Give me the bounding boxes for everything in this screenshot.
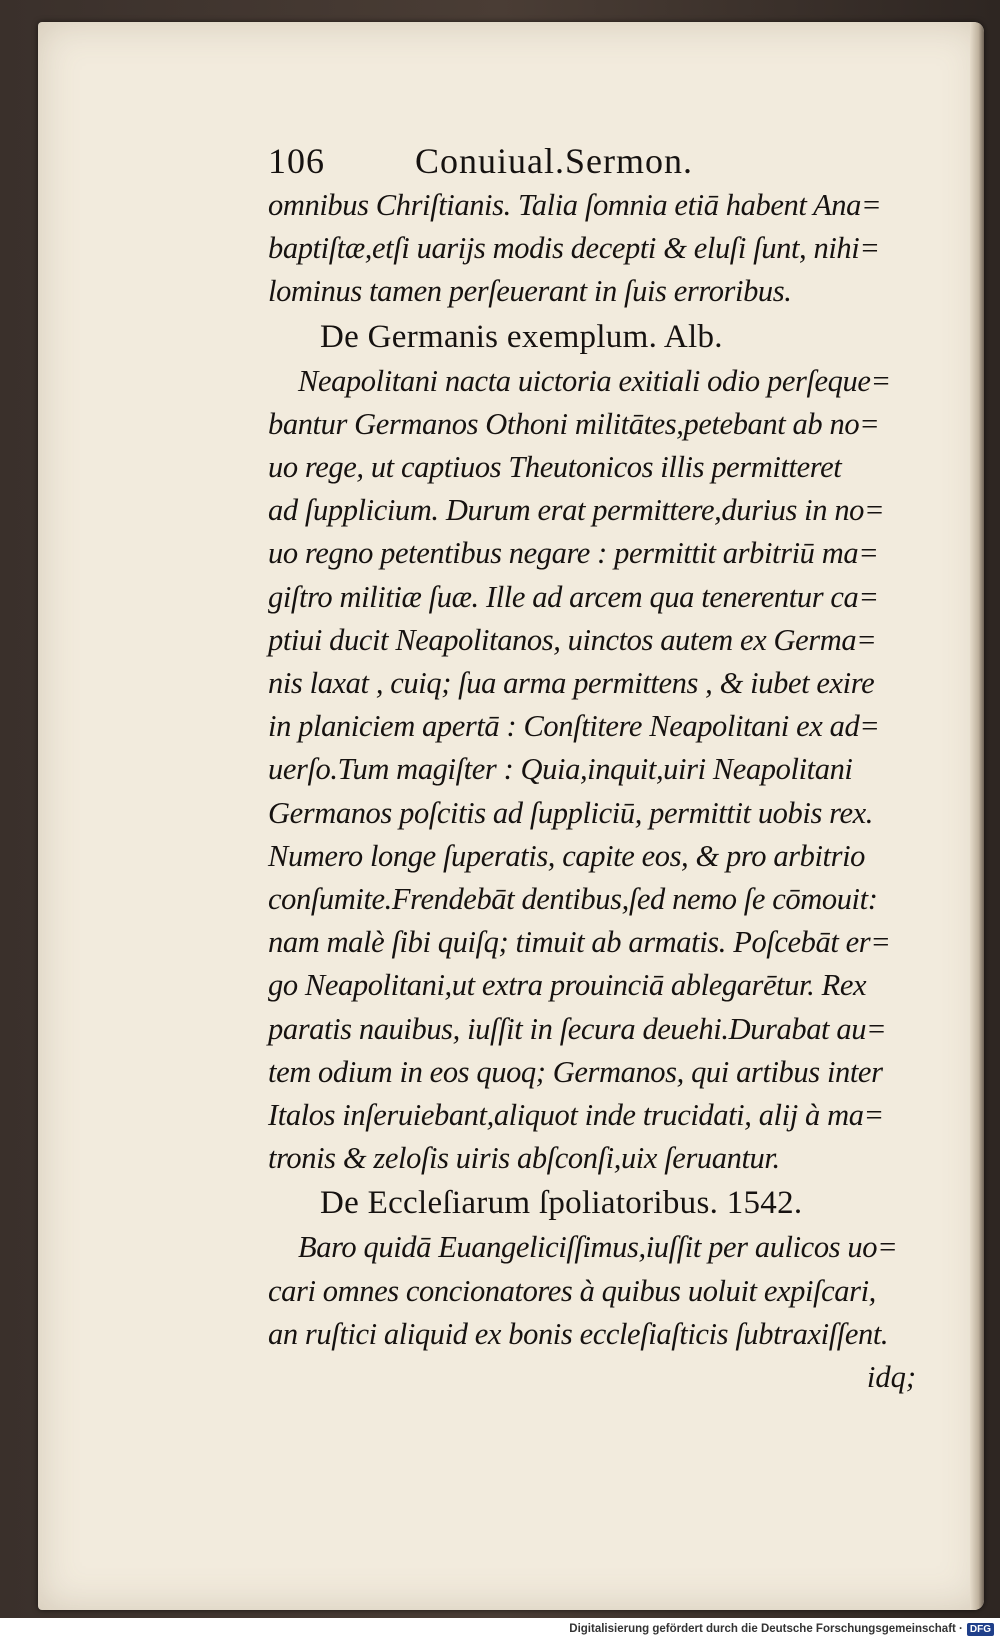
text-line: paratis nauibus, iuſſit in ſecura deuehi.Durabat au= <box>268 1011 887 1046</box>
text-line: omnibus Chriſtianis. Talia ſomnia etiā habent Ana= <box>268 188 882 222</box>
text-line: ad ſupplicium. Durum erat permittere,durius in no= <box>268 493 885 528</box>
page-header <box>268 140 968 182</box>
text-line: Germanos poſcitis ad ſuppliciū, permittit uobis rex. <box>268 795 873 830</box>
text-line: go Neapolitani,ut extra prouinciā ablegarētur. Rex <box>268 968 867 1003</box>
page-edge <box>970 22 984 1610</box>
footer-credit-bar <box>0 1618 1000 1640</box>
dfg-logo[interactable]: DFG <box>967 1623 994 1636</box>
text-line: nis laxat , cuiq; ſua arma permittens , & iubet exire <box>268 666 875 701</box>
text-line: Neapolitani nacta uictoria exitiali odio perſeque= <box>298 363 891 398</box>
text-line: tronis & zeloſis uiris abſconſi,uix ſeruantur. <box>268 1141 780 1176</box>
text-line: uo regno petentibus negare : permittit arbitriū ma= <box>268 536 879 571</box>
text-line: Italos inſeruiebant,aliquot inde trucidati, alij à ma= <box>268 1098 884 1133</box>
text-line: nam malè ſibi quiſq; timuit ab armatis. Poſcebāt er= <box>268 925 891 960</box>
book-page <box>38 22 984 1610</box>
text-line: Baro quidā Euangeliciſſimus,iuſſit per aulicos uo= <box>298 1230 898 1265</box>
text-line: baptiſtæ,etſi uarijs modis decepti & eluſi ſunt, nihi= <box>268 231 880 266</box>
section-heading: De Germanis exemplum. Alb. <box>320 318 723 355</box>
text-line: in planiciem apertā : Conſtitere Neapolitani ex ad= <box>268 709 880 744</box>
text-line: an ruſtici aliquid ex bonis eccleſiaſticis ſubtraxiſſent. <box>268 1316 889 1351</box>
text-line: uerſo.Tum magiſter : Quia,inquit,uiri Neapolitani <box>268 752 853 787</box>
text-line: cari omnes concionatores à quibus uoluit expiſcari, <box>268 1273 876 1308</box>
text-line: conſumite.Frendebāt dentibus,ſed nemo ſe cōmouit: <box>268 882 878 917</box>
text-line: giſtro militiæ ſuæ. Ille ad arcem qua tenerentur ca= <box>268 579 879 614</box>
text-line: bantur Germanos Othoni militātes,petebant ab no= <box>268 406 880 441</box>
footer-credit-text: Digitalisierung gefördert durch die Deutsche Forschungsgemeinschaft · <box>569 1623 963 1635</box>
text-block <box>268 140 968 1399</box>
text-line: lominus tamen perſeuerant in ſuis erroribus. <box>268 274 792 309</box>
catchword: idq; <box>866 1360 916 1395</box>
running-title: Conuiual.Sermon. <box>415 141 693 181</box>
text-line: ptiui ducit Neapolitanos, uinctos autem ex Germa= <box>268 622 877 657</box>
section-heading: De Eccleſiarum ſpoliatoribus. 1542. <box>320 1185 803 1222</box>
text-line: Numero longe ſuperatis, capite eos, & pro arbitrio <box>268 838 866 873</box>
page-number: 106 <box>268 141 325 181</box>
text-line: tem odium in eos quoq; Germanos, qui artibus inter <box>268 1054 883 1089</box>
text-line: uo rege, ut captiuos Theutonicos illis permitteret <box>268 450 842 485</box>
